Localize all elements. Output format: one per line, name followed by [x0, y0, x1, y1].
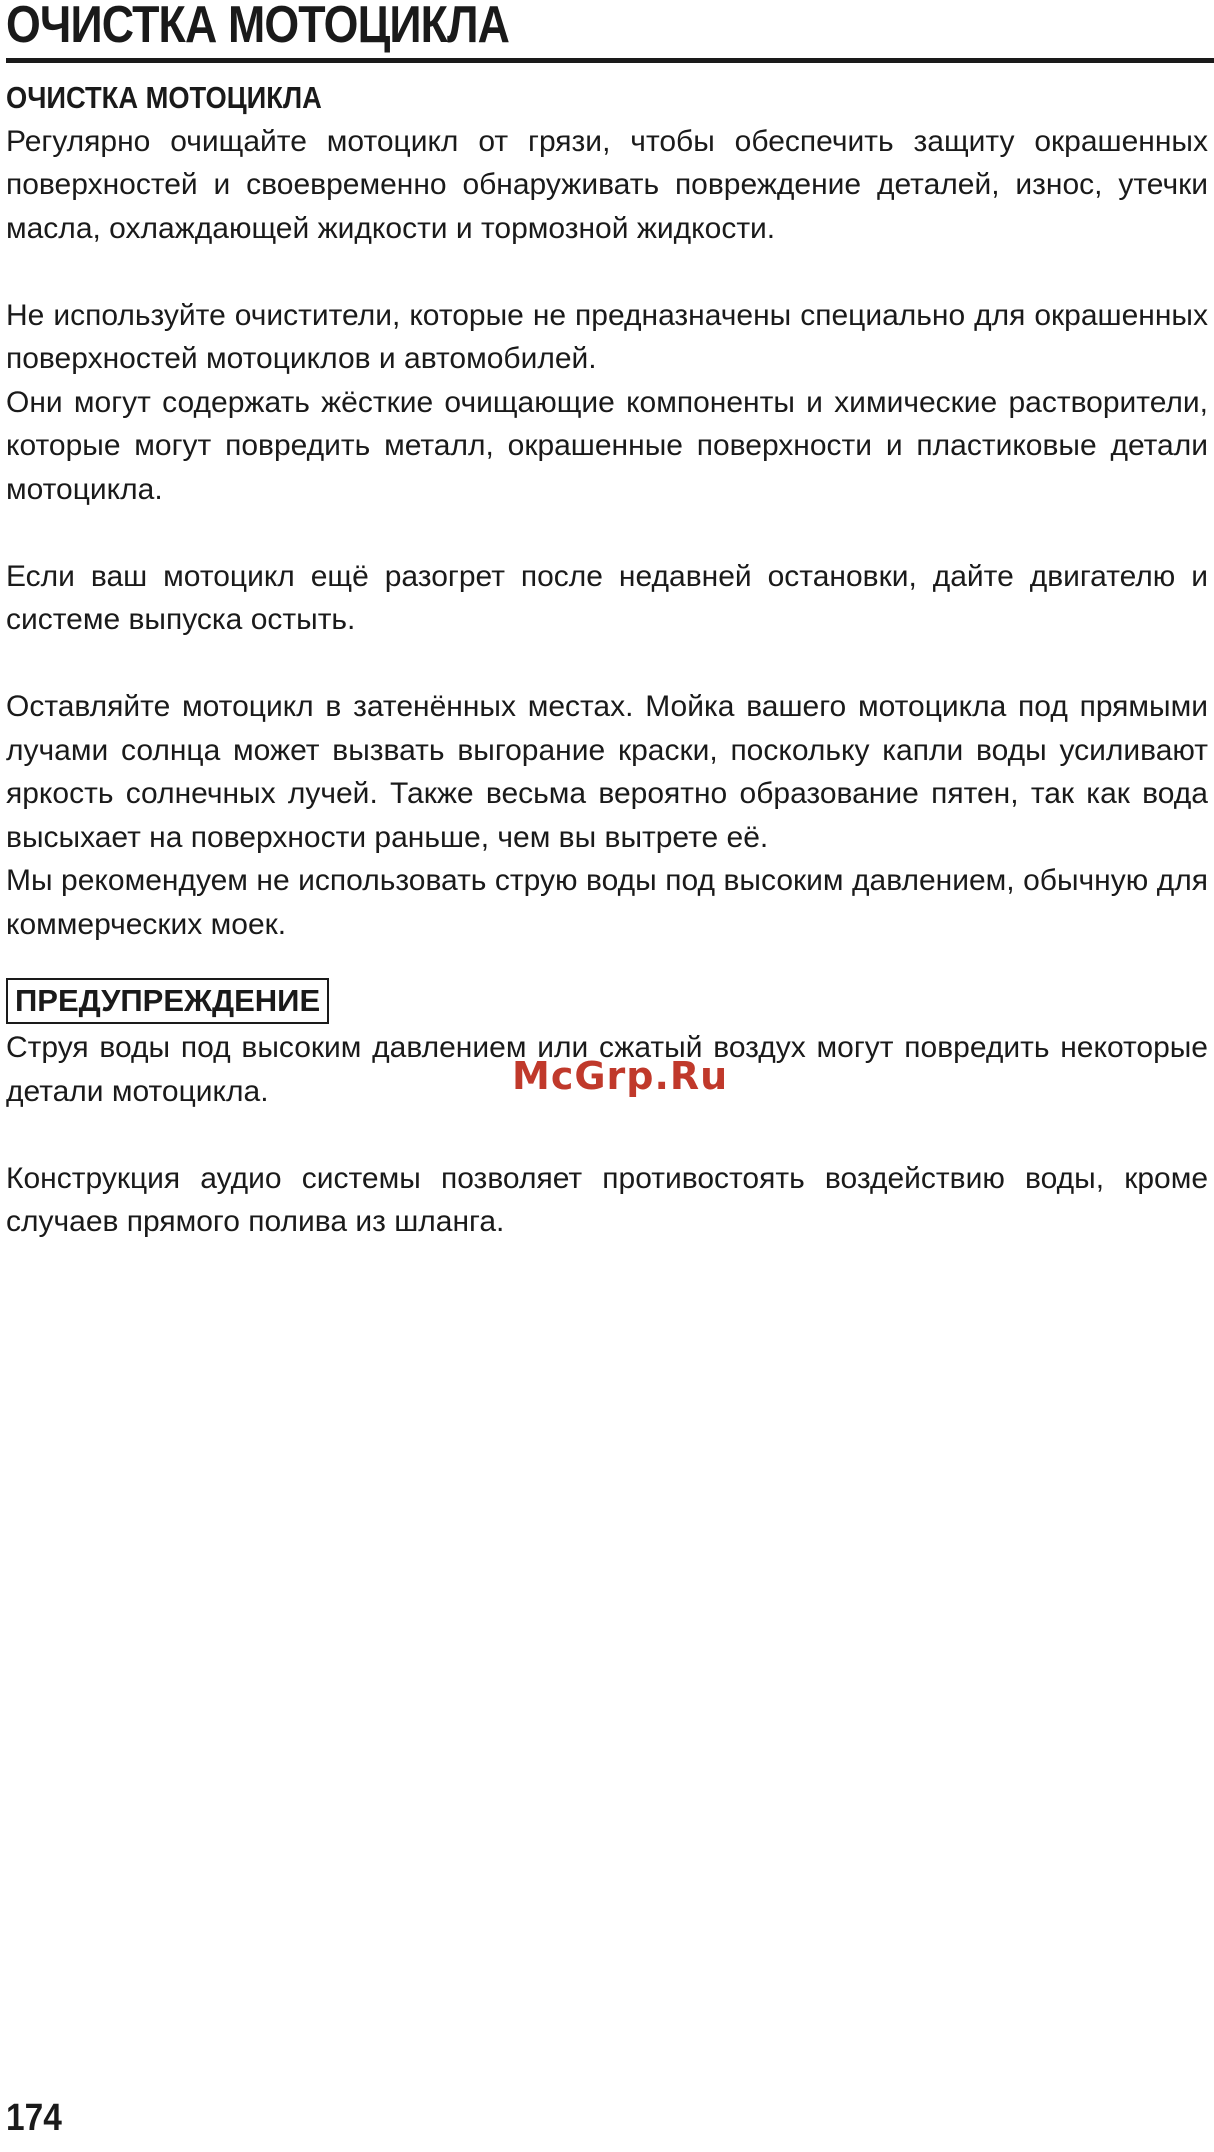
paragraph-hot-engine: Если ваш мотоцикл ещё разогрет после недавней остановки, дайте двигателю и системе выпуска остыть. [6, 559, 1208, 636]
watermark: McGrp.Ru [512, 1054, 729, 1098]
spacer [6, 946, 1208, 974]
paragraph-shade: Оставляйте мотоцикл в затенённых местах. Мойка вашего мотоцикла под прямыми лучами солнца может вызвать выгорание краски, поскольку капли воды усиливают яркость солнечных лучей. Также весьма вероятно образование пятен, так как вода высыхает на поверхности раньше, чем вы вытрете её. [6, 690, 1208, 854]
spacer [6, 511, 1208, 555]
section-heading: ОЧИСТКА МОТОЦИКЛА [6, 80, 322, 115]
spacer [6, 250, 1208, 294]
warning-text: Струя воды под высоким давлением или сжатый воздух могут повредить некоторые детали мотоцикла. [6, 1031, 1208, 1108]
paragraph-high-pressure: Мы рекомендуем не использовать струю воды под высоким давлением, обычную для коммерческих моек. [6, 864, 1208, 941]
paragraph-regular-cleaning: Регулярно очищайте мотоцикл от грязи, чтобы обеспечить защиту окрашенных поверхностей и своевременно обнаруживать повреждение деталей, износ, утечки масла, охлаждающей жидкости и тормозной жидкости. [6, 124, 1208, 245]
spacer [6, 1113, 1208, 1157]
page-number: 174 [6, 2097, 62, 2139]
warning-label-box [6, 978, 329, 1024]
paragraph-harsh-components: Они могут содержать жёсткие очищающие компоненты и химические растворители, которые могут повредить металл, окрашенные поверхности и пластиковые детали мотоцикла. [6, 385, 1208, 506]
page-title: ОЧИСТКА МОТОЦИКЛА [6, 0, 510, 54]
paragraph-audio-system: Конструкция аудио системы позволяет противостоять воздействию воды, кроме случаев прямого полива из шланга. [6, 1161, 1208, 1238]
warning-label: ПРЕДУПРЕЖДЕНИЕ [15, 983, 321, 1018]
title-divider [6, 58, 1214, 63]
paragraph-cleaners: Не используйте очистители, которые не предназначены специально для окрашенных поверхностей мотоциклов и автомобилей. [6, 298, 1208, 375]
spacer [6, 642, 1208, 686]
